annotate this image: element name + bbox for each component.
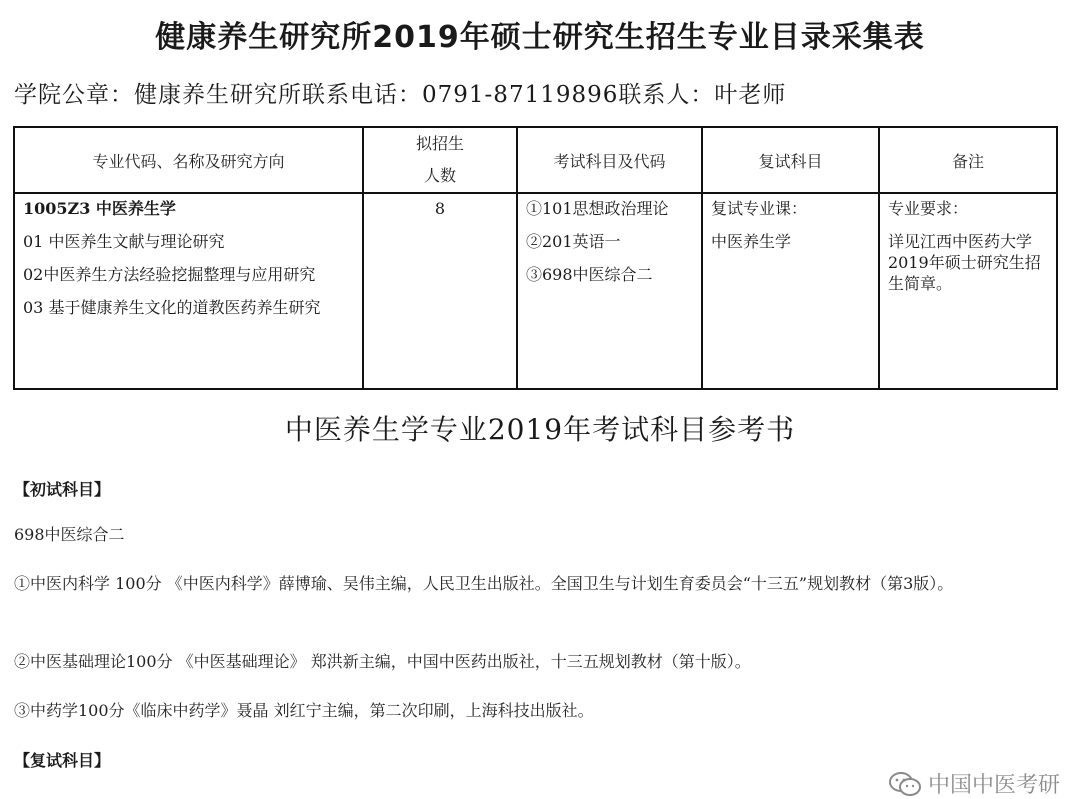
exam-subject: ①101思想政治理论 <box>526 199 669 218</box>
contact-info: 学院公章：健康养生研究所联系电话：0791-87119896联系人：叶老师 <box>14 82 787 108</box>
note-label: 专业要求： <box>888 199 969 218</box>
reference-title: 中医养生学专业2019年考试科目参考书 <box>284 413 796 446</box>
header-enroll <box>363 127 517 193</box>
header-enroll-line1: 拟招生 <box>415 134 464 153</box>
table-header-row <box>14 127 1057 193</box>
section-heading-initial: 【初试科目】 <box>14 480 111 499</box>
major-code: 1005Z3 中医养生学 <box>23 199 176 218</box>
watermark <box>888 768 1060 799</box>
header-enroll-line2: 人数 <box>423 166 456 185</box>
note-text: 详见江西中医药大学2019年硕士研究生招生简章。 <box>888 232 1041 293</box>
watermark-text: 中国中医考研 <box>927 773 1060 798</box>
direction-item: 01 中医养生文献与理论研究 <box>23 232 225 251</box>
retest-cell <box>702 193 879 389</box>
reference-item: ①中医内科学 100分 《中医内科学》薛博瑜、吴伟主编，人民卫生出版社。全国卫生与计划生育委员会“十三五”规划教材（第3版）。 <box>14 574 954 593</box>
direction-item: 03 基于健康养生文化的道教医药养生研究 <box>23 298 321 317</box>
reference-item: ③中药学100分《临床中药学》聂晶 刘红宁主编，第二次印刷，上海科技出版社。 <box>14 701 594 720</box>
table-row <box>14 193 1057 389</box>
major-cell <box>14 193 363 389</box>
exam-subject: ②201英语一 <box>526 232 621 251</box>
wechat-icon <box>888 771 922 797</box>
reference-item: ②中医基础理论100分 《中医基础理论》 郑洪新主编，中国中医药出版社，十三五规划教材（第十版）。 <box>14 652 751 671</box>
retest-label: 复试专业课： <box>711 199 808 218</box>
header-exam: 考试科目及代码 <box>517 127 702 193</box>
header-retest: 复试科目 <box>702 127 879 193</box>
retest-subject: 中医养生学 <box>711 232 792 251</box>
exam-cell <box>517 193 702 389</box>
section-heading-retest: 【复试科目】 <box>14 751 111 770</box>
enroll-cell: 8 <box>363 193 517 389</box>
header-major: 专业代码、名称及研究方向 <box>14 127 363 193</box>
page-title: 健康养生研究所2019年硕士研究生招生专业目录采集表 <box>155 20 925 55</box>
exam-subject-line: 698中医综合二 <box>14 525 125 544</box>
catalog-table <box>13 126 1058 390</box>
note-cell <box>879 193 1057 389</box>
direction-item: 02中医养生方法经验挖掘整理与应用研究 <box>23 265 316 284</box>
exam-subject: ③698中医综合二 <box>526 265 653 284</box>
header-note: 备注 <box>879 127 1057 193</box>
